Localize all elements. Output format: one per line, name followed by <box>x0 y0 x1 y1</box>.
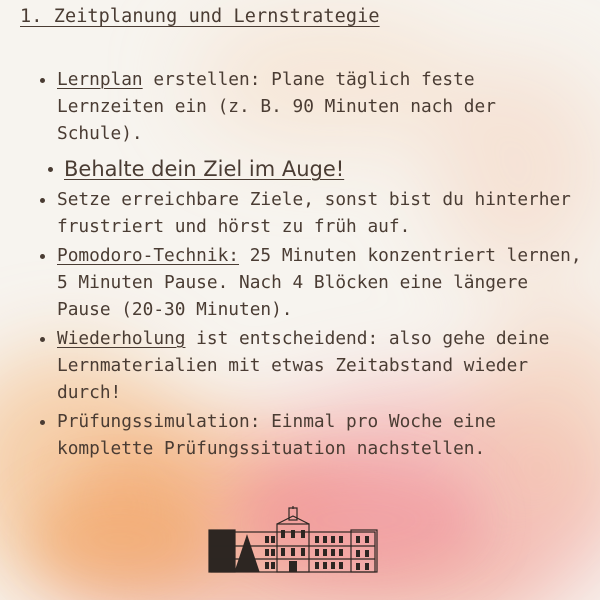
item-text: Setze erreichbare Ziele, sonst bist du hinterher frustriert und hörst zu früh auf. <box>57 189 571 237</box>
school-building-icon <box>207 506 379 578</box>
item-text: Prüfungssimulation: Einmal pro Woche eine komplette Prüfungssituation nachstellen. <box>57 411 496 459</box>
item-key: Pomodoro-Technik: <box>57 245 239 266</box>
list-item-goals <box>40 186 588 240</box>
list-item-exam-simulation <box>40 408 588 462</box>
item-text: erstellen: Plane täglich feste Lernzeiten ein (z. B. 90 Minuten nach der Schule). <box>57 69 496 144</box>
item-key: Lernplan <box>57 69 143 90</box>
item-text: Behalte dein Ziel im Auge! <box>64 157 345 181</box>
strategy-list <box>40 66 588 462</box>
item-text: 25 Minuten konzentriert lernen, 5 Minuten Pause. Nach 4 Blöcken eine längere Pause (20-30 Minuten). <box>57 245 582 320</box>
list-item-repetition <box>40 325 588 406</box>
list-item-lernplan <box>40 66 588 147</box>
list-item-goal <box>48 154 588 184</box>
section-heading: 1. Zeitplanung und Lernstrategie <box>20 6 380 27</box>
list-item-pomodoro <box>40 242 588 323</box>
item-text: ist entscheidend: also gehe deine Lernmaterialien mit etwas Zeitabstand wieder durch! <box>57 328 550 403</box>
item-key: Wiederholung <box>57 328 186 349</box>
